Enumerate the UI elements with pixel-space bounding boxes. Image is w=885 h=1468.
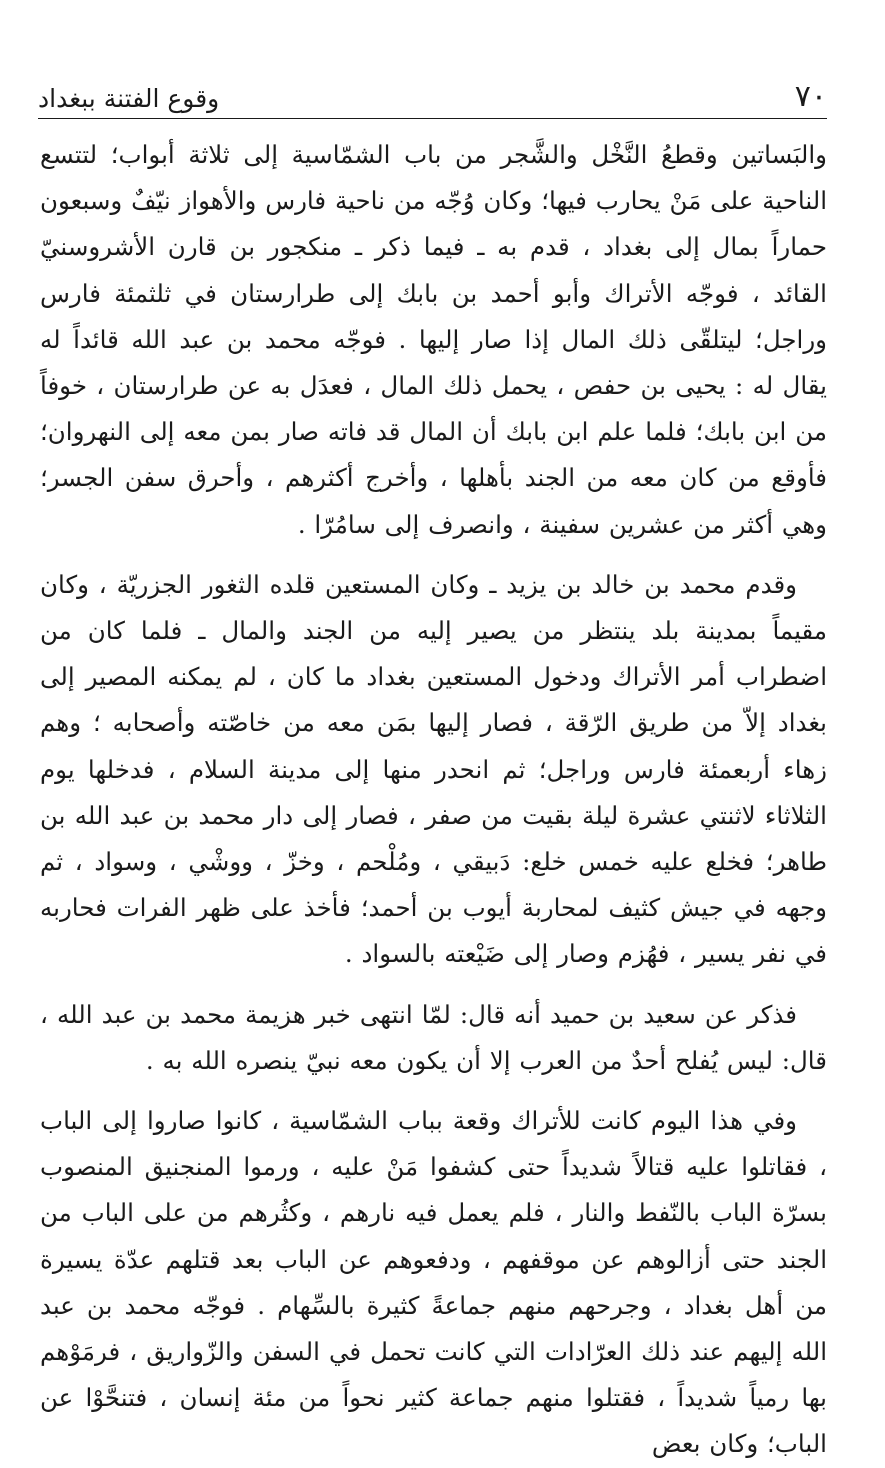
- paragraph-1: والبَساتين وقطعُ النَّخْل والشَّجر من باب الشمّاسية إلى ثلاثة أبواب؛ لتتسع الناحية على مَنْ يحارب فيها؛ وكان وُجّه من ناحية فارس والأهواز نيّفٌ وسبعون حماراً بمال إلى بغداد ، قدم به ـ فيما ذكر ـ منكجور بن قارن الأشروسنيّ القائد ، فوجّه الأتراك وأبو أحمد بن بابك إلى طرارستان في ثلثمئة فارس وراجل؛ ليتلقّى ذلك المال إذا صار إليها . فوجّه محمد بن عبد الله قائداً له يقال له : يحيى بن حفص ، يحمل ذلك المال ، فعدَل به عن طرارستان ، خوفاً من ابن بابك؛ فلما علم ابن بابك أن المال قد فاته صار بمن معه إلى النهروان؛ فأوقع من كان معه من الجند بأهلها ، وأخرج أكثرهم ، وأحرق سفن الجسر؛ وهي أكثر من عشرين سفينة ، وانصرف إلى سامُرّا .: [40, 140, 828, 539]
- paragraph-2: وقدم محمد بن خالد بن يزيد ـ وكان المستعين قلده الثغور الجزريّة ، وكان مقيماً بمدينة بلد ينتظر من يصير إليه من الجند والمال ـ فلما كان من اضطراب أمر الأتراك ودخول المستعين بغداد ما كان ، لم يمكنه المصير إلى بغداد إلاّ من طريق الرّقة ، فصار إليها بمَن معه من خاصّته وأصحابه ؛ وهم زهاء أربعمئة فارس وراجل؛ ثم انحدر منها إلى مدينة السلام ، فدخلها يوم الثلاثاء لاثنتي عشرة ليلة بقيت من صفر ، فصار إلى دار محمد بن عبد الله بن طاهر؛ فخلع عليه خمس خلع: دَبيقي ، ومُلْحم ، وخزّ ، ووشْي ، وسواد ، ثم وجهه في جيش كثيف لمحاربة أيوب بن أحمد؛ فأخذ على ظهر الفرات فحاربه في نفر يسير ، فهُزم وصار إلى ضَيْعته بالسواد .: [40, 569, 827, 969]
- text-body: [40, 132, 827, 1468]
- paragraph-4: وفي هذا اليوم كانت للأتراك وقعة بباب الشمّاسية ، كانوا صاروا إلى الباب ، فقاتلوا عليه قتالاً شديداً حتى كشفوا مَنْ عليه ، ورموا المنجنيق المنصوب بسرّة الباب بالنّفط والنار ، فلم يعمل فيه نارهم ، وكثُرهم من على الباب من الجند حتى أزالوهم عن موقفهم ، ودفعوهم عن الباب بعد قتلهم عدّة يسيرة من أهل بغداد ، وجرحهم منهم جماعةً كثيرة بالسِّهام . فوجّه محمد بن عبد الله إليهم عند ذلك العرّادات التي كانت تحمل في السفن والزّواريق ، فرمَوْهم بها رمياً شديداً ، فقتلوا منهم جماعة كثير نحواً من مئة إنسان ، فتنحَّوْا عن الباب؛ وكان بعض: [40, 1106, 827, 1459]
- chapter-title: وقوع الفتنة ببغداد: [38, 84, 220, 113]
- paragraph-3: فذكر عن سعيد بن حميد أنه قال: لمّا انتهى خبر هزيمة محمد بن عبد الله ، قال: ليس يُفلح أحدٌ من العرب إلا أن يكون معه نبيّ ينصره الله به .: [40, 999, 827, 1075]
- page-number: ٧٠: [794, 79, 827, 114]
- running-header: [38, 72, 827, 119]
